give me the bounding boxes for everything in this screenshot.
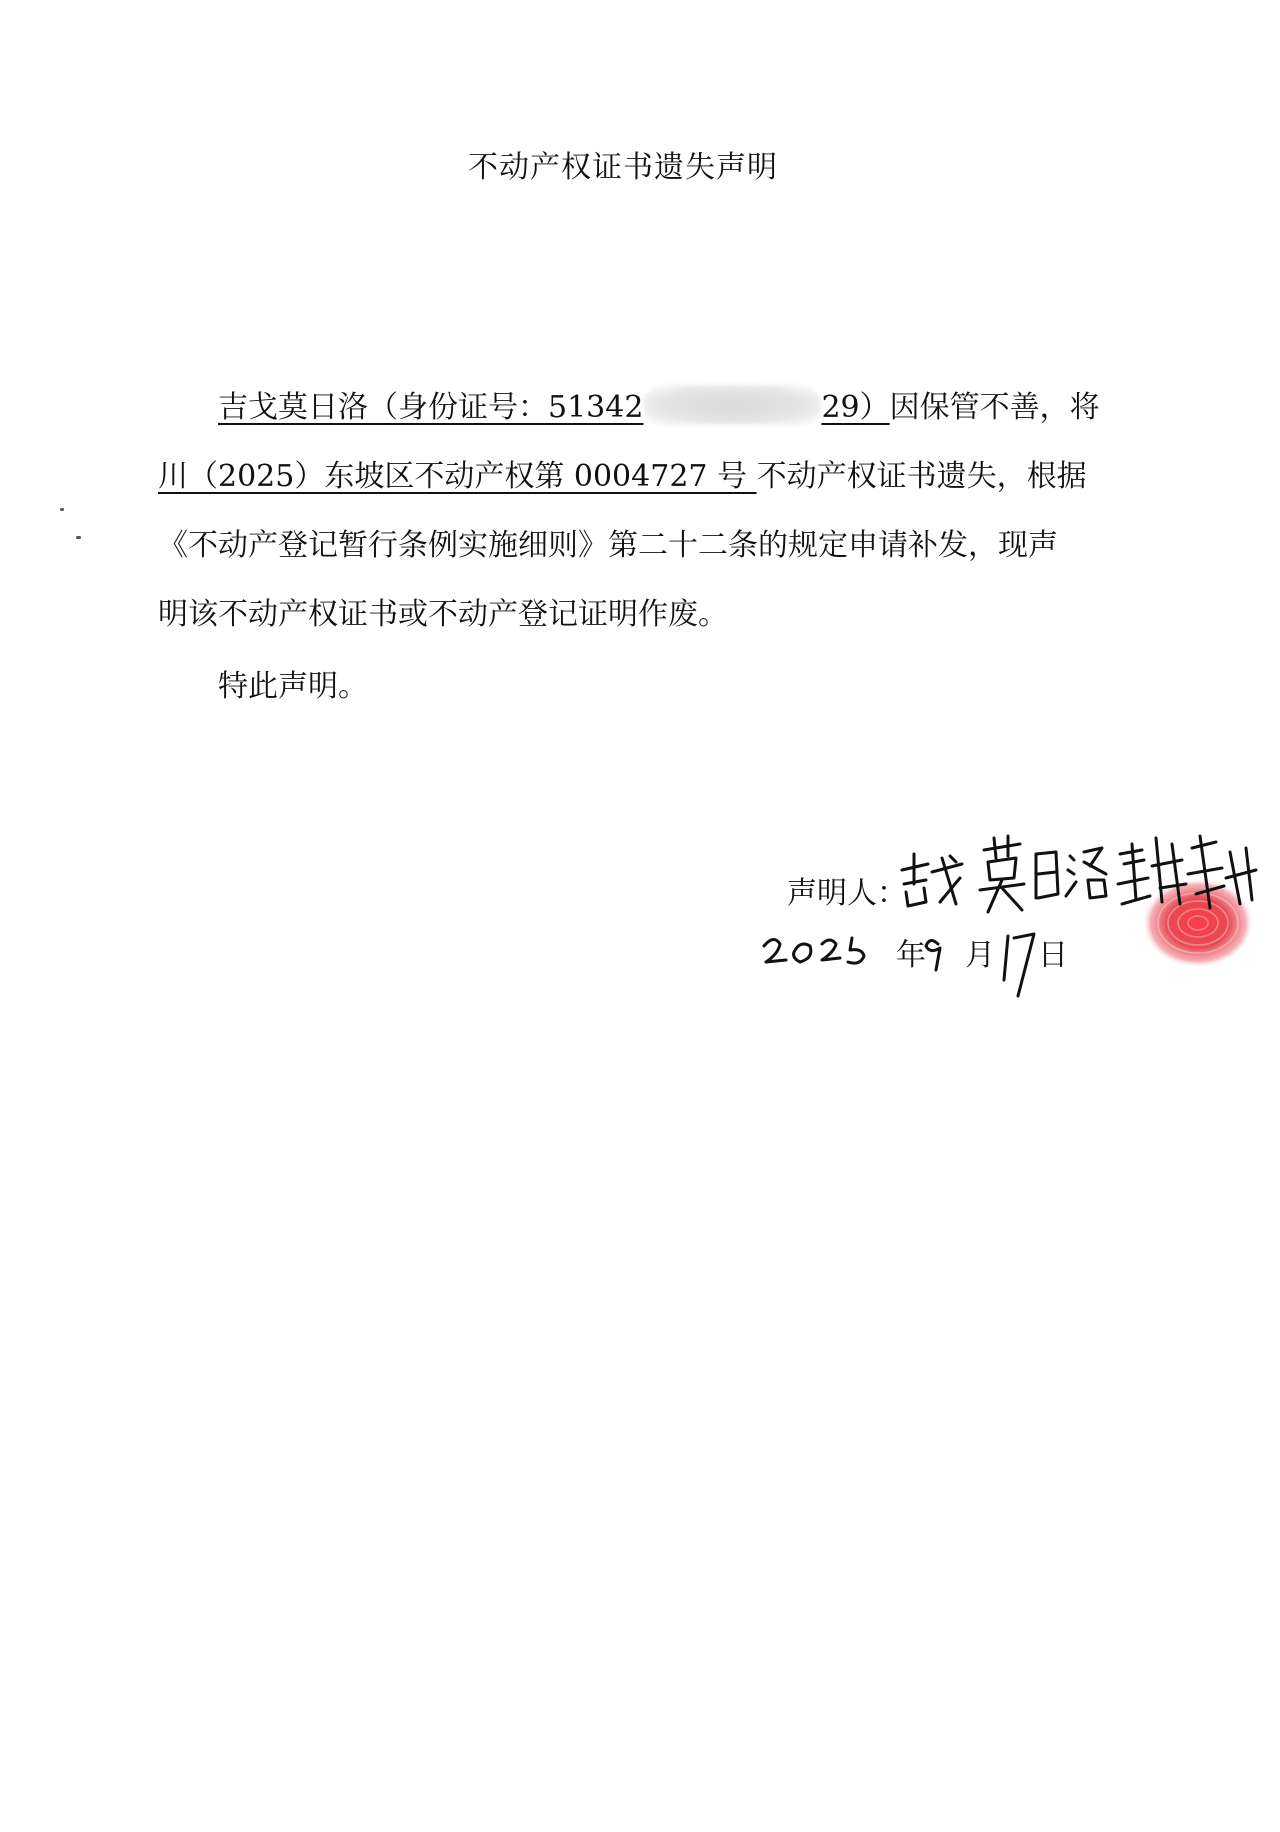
stray-mark [76,536,81,539]
day-label: 日 [1038,938,1068,973]
paragraph-line-3: 《不动产登记暂行条例实施细则》第二十二条的规定申请补发，现声 [158,528,1058,563]
year-label: 年 [896,938,926,973]
id-underlined-text: 吉戈莫日洛（身份证号：51342 29） [218,390,890,425]
paragraph-line-2-rest: 不动产权证书遗失，根据 [756,459,1087,494]
paragraph-line-1-rest: 因保管不善，将 [889,390,1100,425]
closing-statement: 特此声明。 [218,669,368,704]
paragraph-line-1 [158,373,1100,442]
statement-paragraph [158,373,1100,649]
handwritten-date-numerals [760,930,1080,1020]
document-title: 不动产权证书遗失声明 [468,150,778,185]
declarant-label: 声明人： [787,876,907,911]
redaction-blur [643,385,821,425]
stray-mark [60,508,64,511]
paragraph-line-2 [158,442,1088,511]
paragraph-line-4: 明该不动产权证书或不动产登记证明作废。 [158,597,728,632]
certificate-number-underlined: 川（2025）东坡区不动产权第 0004727 号 [158,459,757,494]
month-label: 月 [965,938,995,973]
